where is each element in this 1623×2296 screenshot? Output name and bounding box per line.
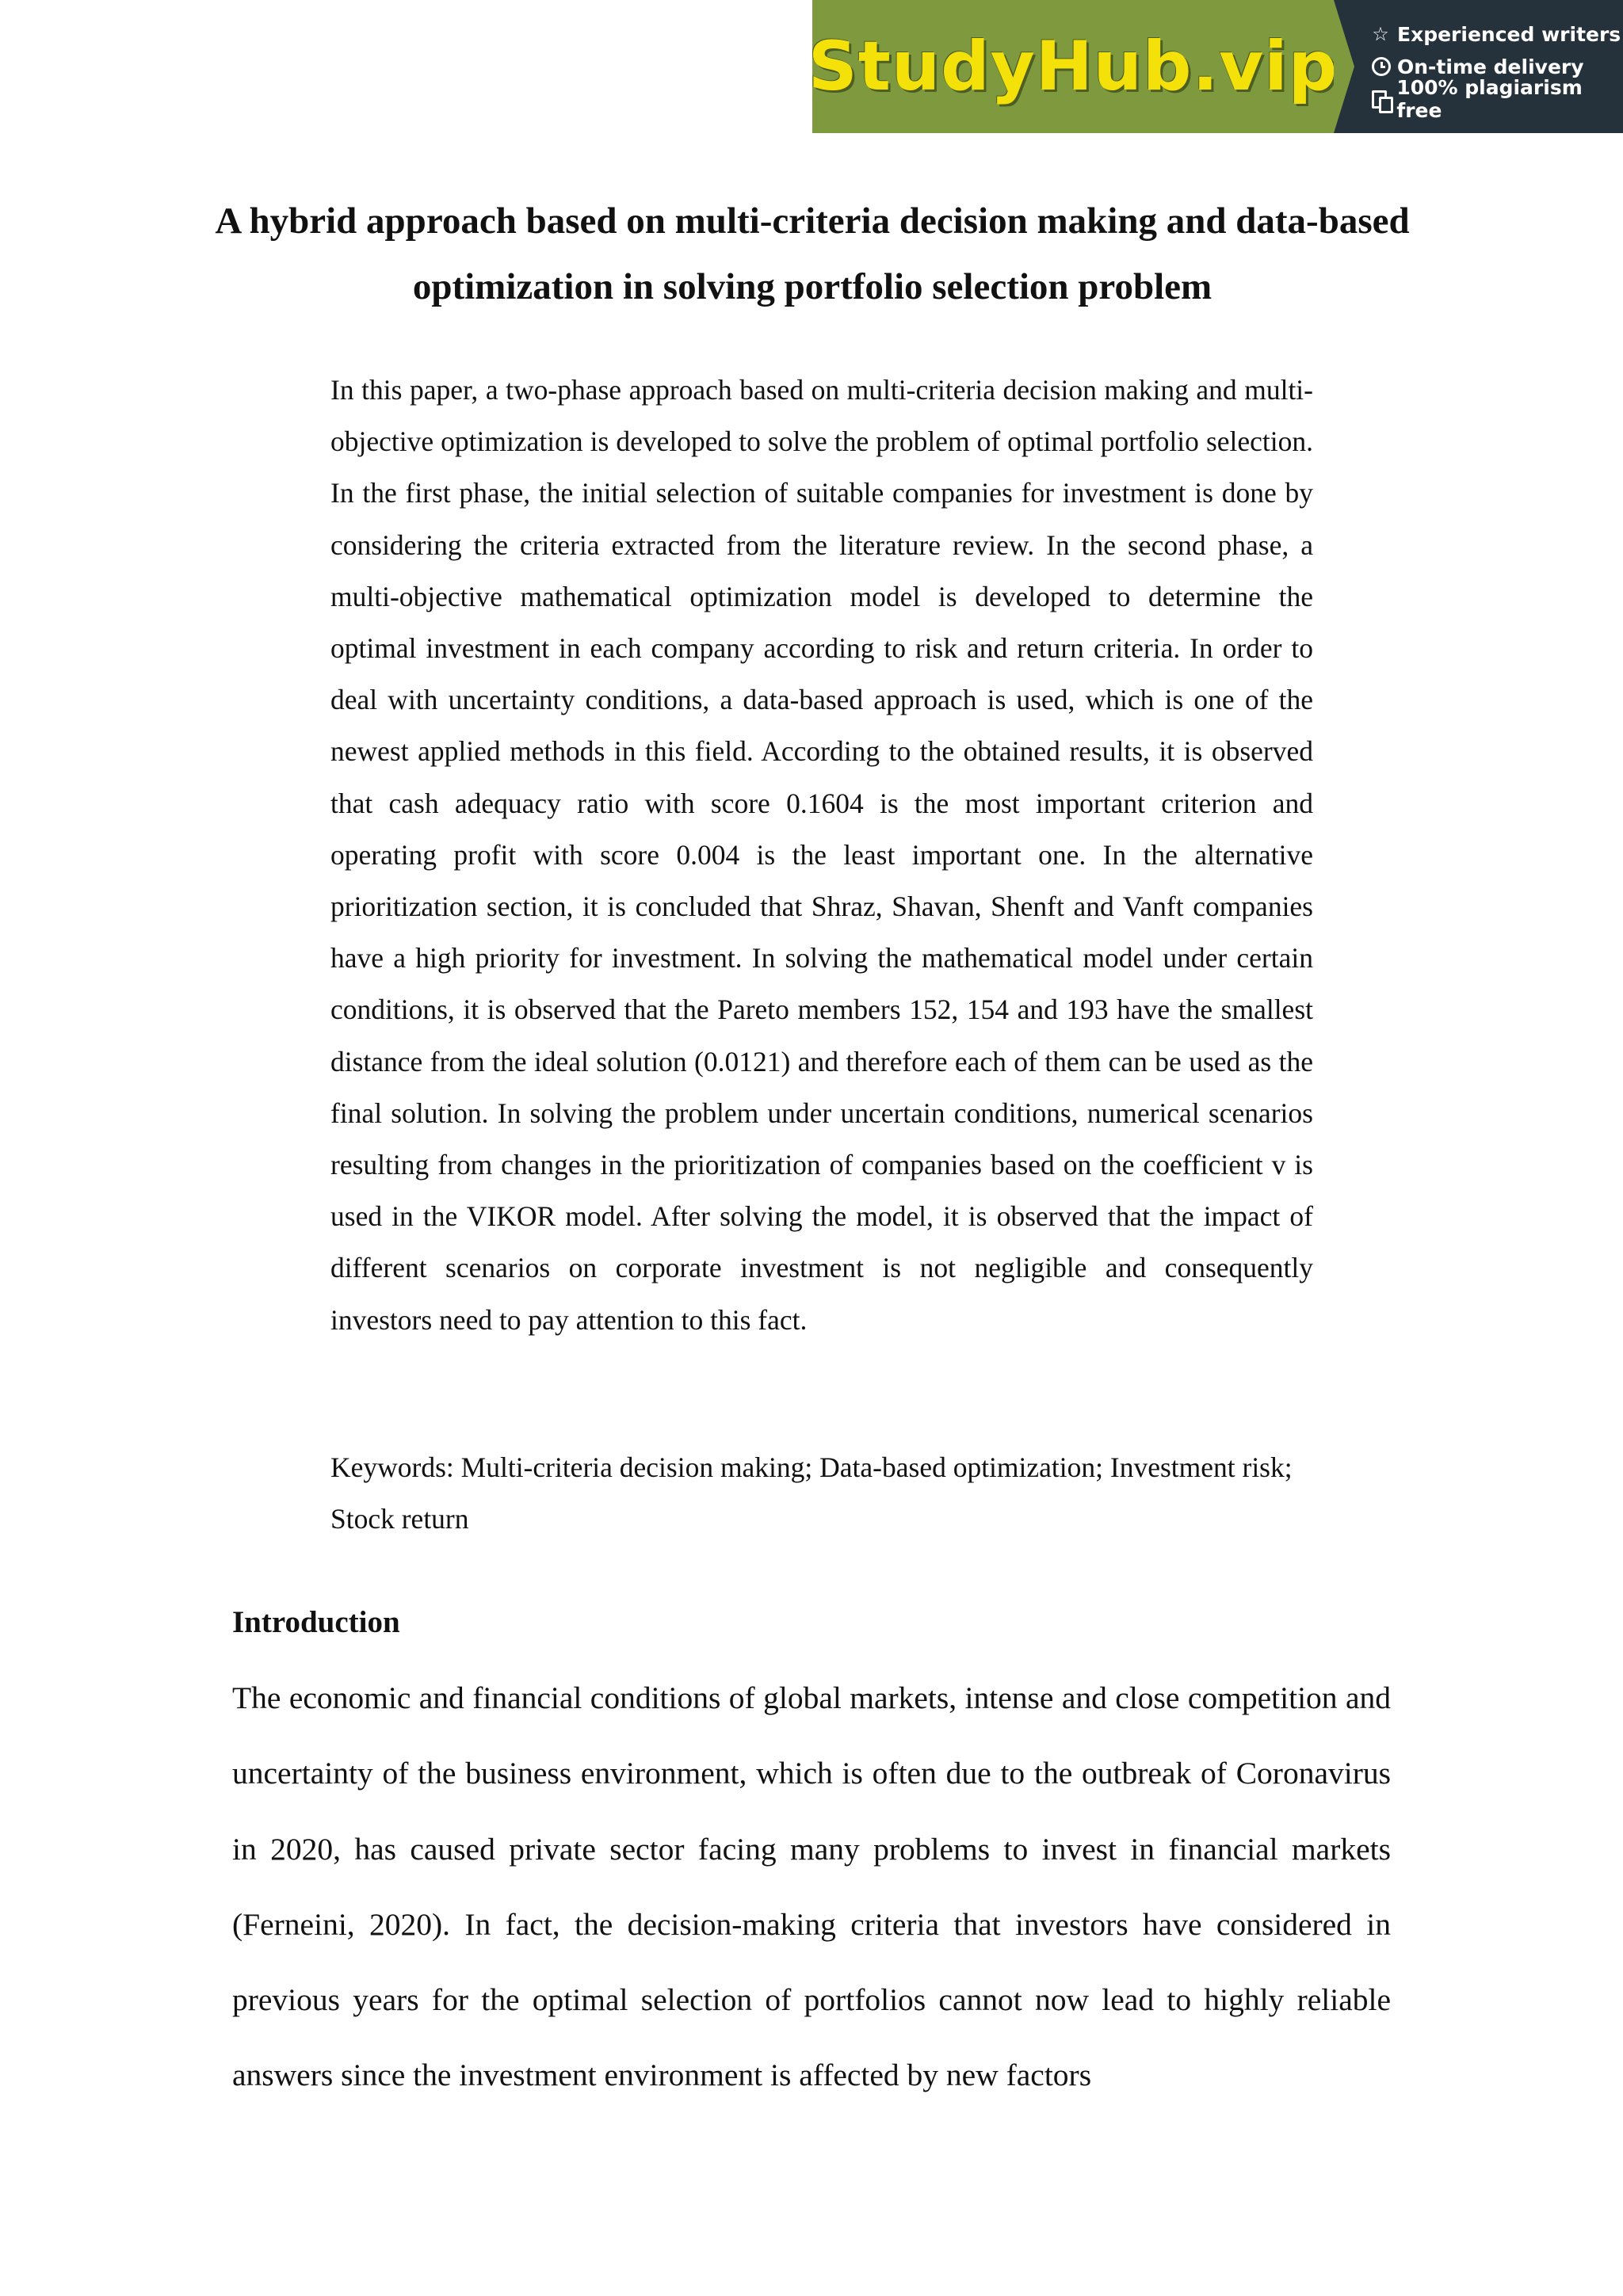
studyhub-banner[interactable] <box>808 0 1623 133</box>
introduction-paragraph: The economic and financial conditions of global markets, intense and close competition and uncertainty of the business environment, which is often due to the outbreak of Coronavirus in 2020, has caused private sector facing many problems to invest in financial markets (Ferneini, 2020). In fact, the decision-making criteria that investors have considered in previous years for the optimal selection of portfolios cannot now lead to highly reliable answers since the investment environment is affected by new factors <box>232 1680 1391 2093</box>
brand-logo: StudyHub.vip <box>808 27 1338 106</box>
feature-label: 100% plagiarism free <box>1396 76 1583 122</box>
abstract: In this paper, a two-phase approach based on multi-criteria decision making and multi-objective optimization is developed to solve the problem of optimal portfolio selection. In the first phase, the initial selection of suitable companies for investment is done by considering the criteria extracted from the literature review. In the second phase, a multi-objective mathematical optimization model is developed to determine the optimal investment in each company according to risk and return criteria. In order to deal with uncertainty conditions, a data-based approach is used, which is one of the newest applied methods in this field. According to the obtained results, it is observed that cash adequacy ratio with score 0.1604 is the most important criterion and operating profit with score 0.004 is the least important one. In the alternative prioritization section, it is concluded that Shraz, Shavan, Shenft and Vanft companies have a high priority for investment. In solving the mathematical model under certain conditions, it is observed that the Pareto members 152, 154 and 193 have the smallest distance from the ideal solution (0.0121) and therefore each of them can be used as the final solution. In solving the problem under uncertain conditions, numerical scenarios resulting from changes in the prioritization of companies based on the coefficient v is used in the VIKOR model. After solving the model, it is observed that the impact of different scenarios on corporate investment is not negligible and consequently investors need to pay attention to this fact. <box>330 374 1313 1336</box>
paper-title: A hybrid approach based on multi-criteria decision making and data-based optimization in solving portfolio selection problem <box>215 200 1410 307</box>
star-icon: ☆ <box>1372 23 1389 45</box>
keywords: Keywords: Multi-criteria decision making; Data-based optimization; Investment risk; Stock return <box>330 1451 1293 1535</box>
feature-plagiarism-free <box>1370 76 1623 122</box>
feature-experienced-writers <box>1370 18 1623 51</box>
copy-icon <box>1372 90 1387 109</box>
banner-features-panel <box>1334 0 1623 133</box>
banner-brand-panel <box>808 0 1338 133</box>
section-heading-introduction: Introduction <box>232 1605 400 1639</box>
clock-icon <box>1372 57 1391 76</box>
feature-label: On-time delivery <box>1397 55 1584 78</box>
feature-label: Experienced writers <box>1397 22 1621 46</box>
